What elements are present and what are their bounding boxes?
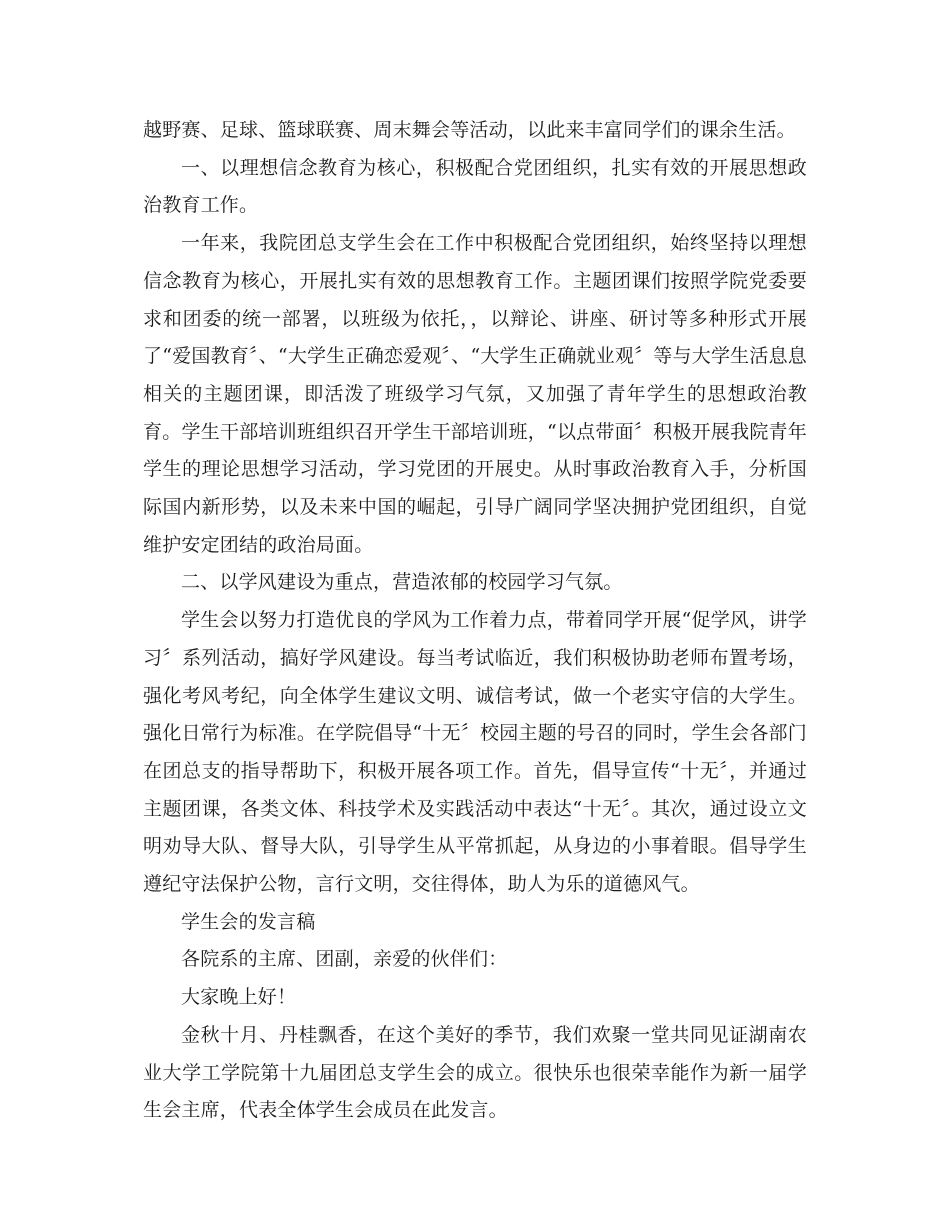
paragraph: 大家晚上好！ <box>181 986 297 1009</box>
paragraph: 学生会的发言稿 <box>181 910 316 933</box>
paragraph: 各院系的主席、团副，亲爱的伙伴们： <box>181 948 508 971</box>
document-body <box>143 112 807 1130</box>
paragraph: 一年来，我院团总支学生会在工作中积极配合党团组织，始终坚持以理想信念教育为核心，开展扎实有效的思想教育工作。主题团课们按照学院党委要求和团委的统一部署，以班级为依托，，以辩论、讲座、研讨等多种形式开展了“爱国教育〞、“大学生正确恋爱观〞、“大学生正确就业观〞等与大学生活息息相关的主题团课，即活泼了班级学习气氛，又加强了青年学生的思想政治教育。学生干部培训班组织召开学生干部培训班，“以点带面〞积极开展我院青年学生的理论思想学习活动，学习党团的开展史。从时事政治教育入手，分析国际国内新形势，以及未来中国的崛起，引导广阔同学坚决拥护党团组织，自觉维护安定团结的政治局面。 <box>143 232 807 556</box>
paragraph: 一、以理想信念教育为核心，积极配合党团组织，扎实有效的开展思想政治教育工作。 <box>143 156 807 217</box>
paragraph: 二、以学风建设为重点，营造浓郁的校园学习气氛。 <box>181 571 623 594</box>
paragraph: 越野赛、足球、篮球联赛、周末舞会等活动，以此来丰富同学们的课余生活。 <box>143 119 796 141</box>
paragraph: 金秋十月、丹桂飘香，在这个美好的季节，我们欢聚一堂共同见证湖南农业大学工学院第十九届团总支学生会的成立。很快乐也很荣幸能作为新一届学生会主席，代表全体学生会成员在此发言。 <box>143 1023 807 1122</box>
paragraph: 学生会以努力打造优良的学风为工作着力点，带着同学开展“促学风，讲学习〞系列活动，搞好学风建设。每当考试临近，我们积极协助老师布置考场，强化考风考纪，向全体学生建议文明、诚信考试，做一个老实守信的大学生。强化日常行为标准。在学院倡导“十无〞校园主题的号召的同时，学生会各部门在团总支的指导帮助下，积极开展各项工作。首先，倡导宣传“十无〞，并通过主题团课，各类文体、科技学术及实践活动中表达“十无〞。其次，通过设立文明劝导大队、督导大队，引导学生从平常抓起，从身边的小事着眼。倡导学生遵纪守法保护公物，言行文明，交往得体，助人为乐的道德风气。 <box>143 609 807 896</box>
